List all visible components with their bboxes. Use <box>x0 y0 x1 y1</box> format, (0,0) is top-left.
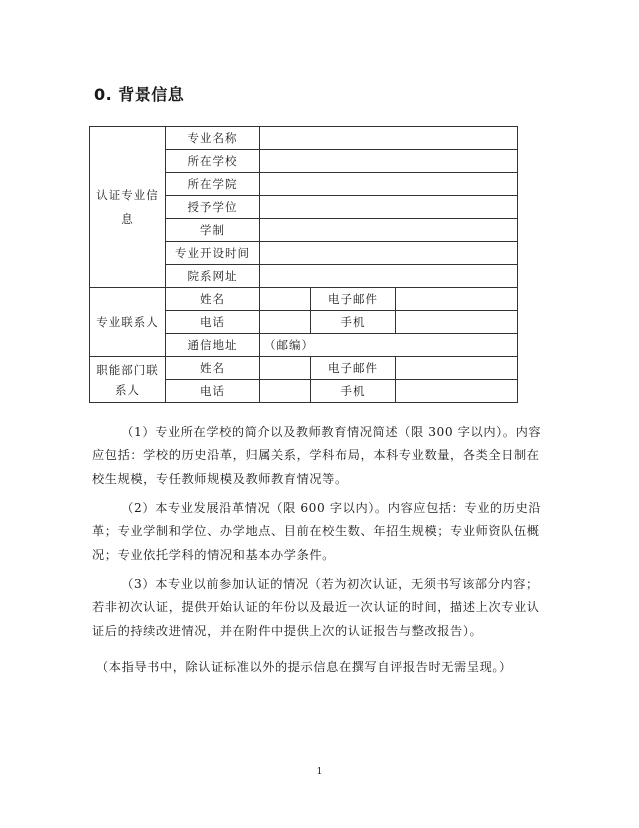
row-label-duration: 学制 <box>166 219 260 242</box>
major-info-group-label: 认证专业信息 <box>90 127 166 288</box>
value-website <box>260 265 518 288</box>
contact-name-label: 姓名 <box>166 288 260 311</box>
dept-name-label: 姓名 <box>166 357 260 380</box>
row-label-start-time: 专业开设时间 <box>166 242 260 265</box>
background-info-table <box>89 126 518 403</box>
dept-mobile-label: 手机 <box>311 380 396 403</box>
paragraph-major-history: （2）本专业发展沿革情况（限 600 字以内）。内容应包括：专业的历史沿革；专业学制和学位、办学地点、目前在校生数、年招生规模；专业师资队伍概况；专业依托学科的情况和基本办学条件。 <box>92 501 542 562</box>
contact-address-label: 通信地址 <box>166 334 260 357</box>
value-college <box>260 173 518 196</box>
dept-mobile-value <box>396 380 518 403</box>
value-start-time <box>260 242 518 265</box>
postcode-label: （邮编） <box>264 338 314 352</box>
row-label-degree: 授予学位 <box>166 196 260 219</box>
paragraph-school-intro: （1）专业所在学校的简介以及教师教育情况简述（限 300 字以内）。内容应包括：学校的历史沿革，归属关系，学科布局，本科专业数量，各类全日制在校生规模，专任教师规模及教师教育情况等。 <box>92 425 542 486</box>
contact-name-value <box>260 288 311 311</box>
contact-mobile-label: 手机 <box>311 311 396 334</box>
paragraph-previous-certification: （3）本专业以前参加认证的情况（若为初次认证，无须书写该部分内容；若非初次认证，提供开始认证的年份以及最近一次认证的时间，描述上次专业认证后的持续改进情况，并在附件中提供上次的认证报告与整改报告）。 <box>92 577 540 638</box>
dept-name-value <box>260 357 311 380</box>
value-school <box>260 150 518 173</box>
dept-email-value <box>396 357 518 380</box>
row-label-school: 所在学校 <box>166 150 260 173</box>
dept-email-label: 电子邮件 <box>311 357 396 380</box>
dept-phone-label: 电话 <box>166 380 260 403</box>
contact-email-label: 电子邮件 <box>311 288 396 311</box>
contact-phone-label: 电话 <box>166 311 260 334</box>
contact-address-value <box>260 334 518 357</box>
value-duration <box>260 219 518 242</box>
row-label-college: 所在学院 <box>166 173 260 196</box>
contact-phone-value <box>260 311 311 334</box>
page-number: 1 <box>316 767 323 777</box>
row-label-major-name: 专业名称 <box>166 127 260 150</box>
value-degree <box>260 196 518 219</box>
contact-mobile-value <box>396 311 518 334</box>
department-contact-group-label: 职能部门联系人 <box>90 357 166 403</box>
dept-phone-value <box>260 380 311 403</box>
guide-note: （本指导书中，除认证标准以外的提示信息在撰写自评报告时无需呈现。） <box>96 660 512 674</box>
row-label-website: 院系网址 <box>166 265 260 288</box>
value-major-name <box>260 127 518 150</box>
contact-group-label: 专业联系人 <box>90 288 166 357</box>
section-heading: 0. 背景信息 <box>94 85 185 104</box>
contact-email-value <box>396 288 518 311</box>
